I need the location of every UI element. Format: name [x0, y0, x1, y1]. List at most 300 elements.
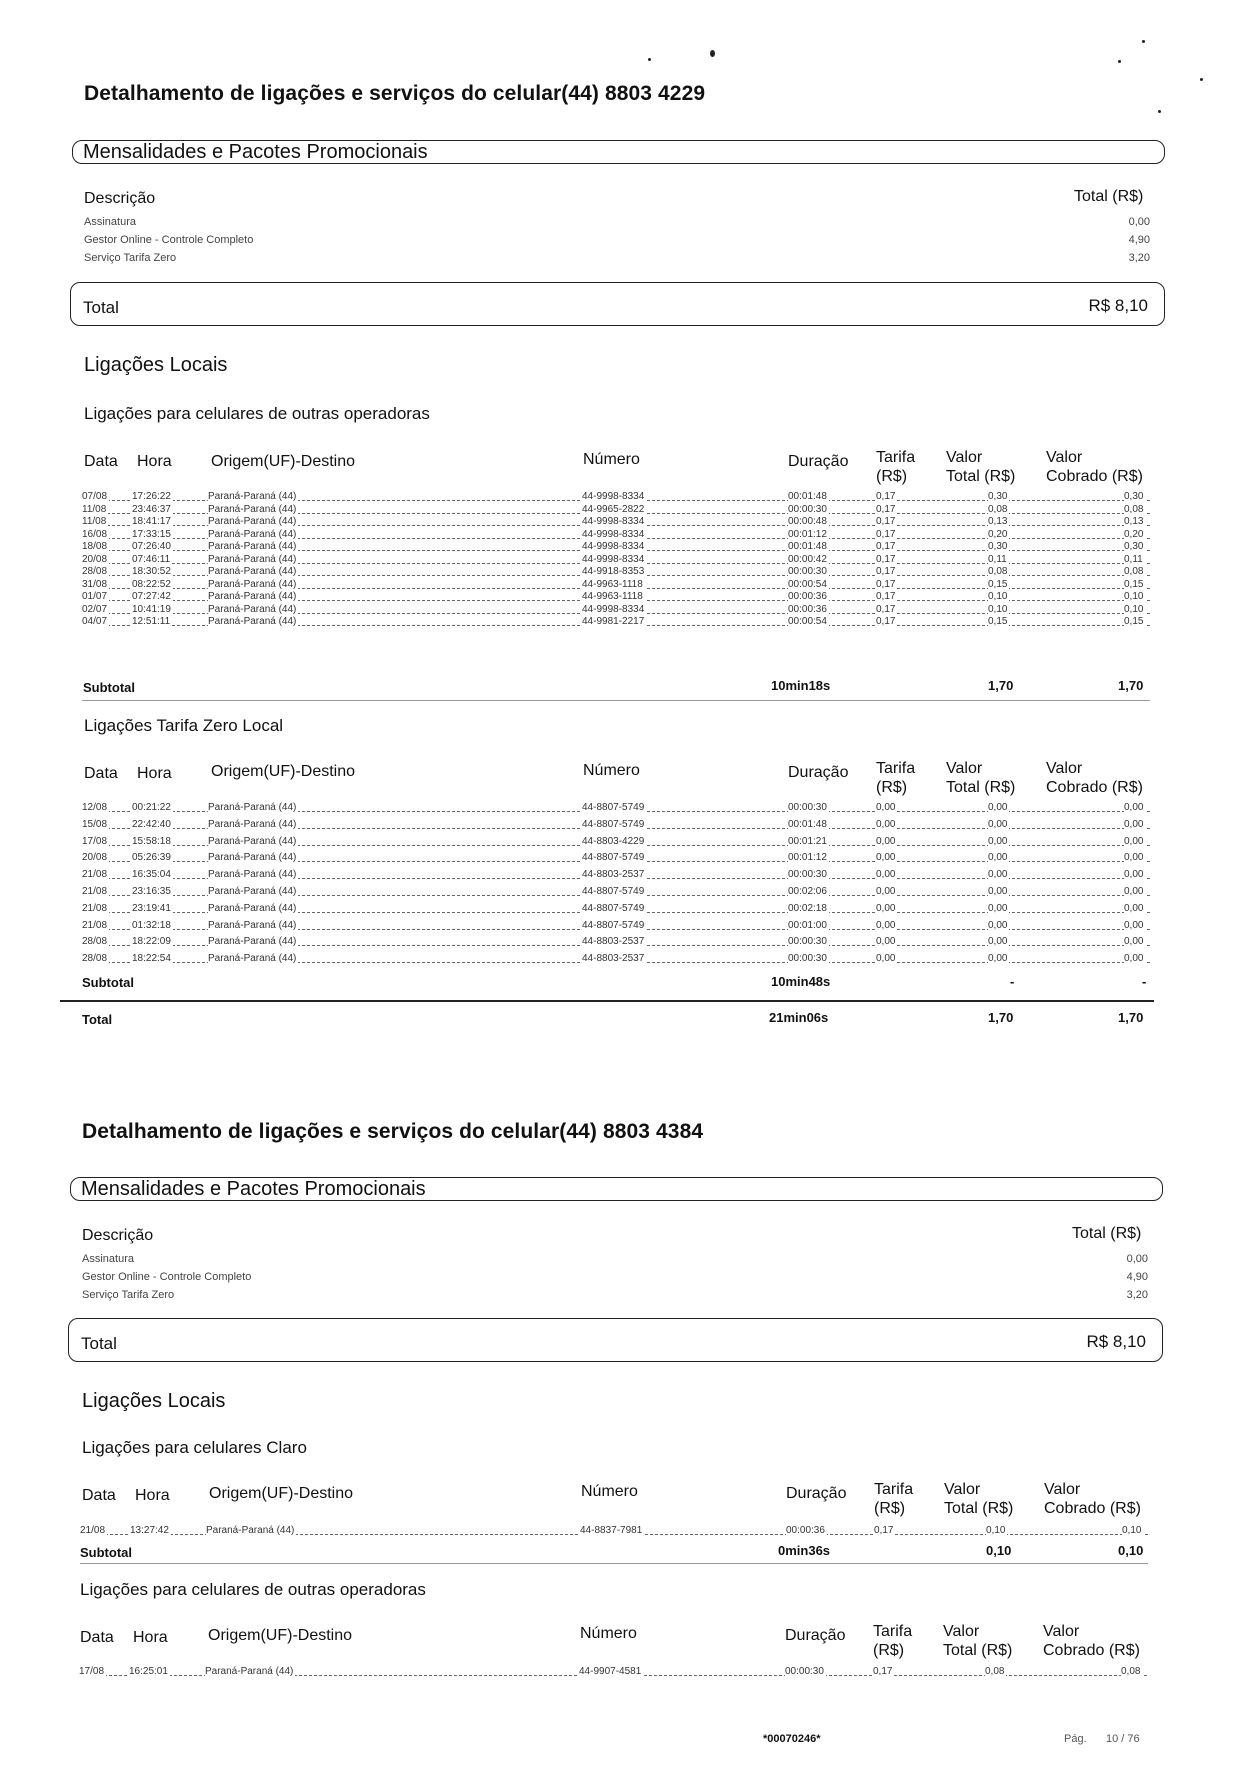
call-date: 21/08	[82, 886, 108, 897]
item-tarifa-zero: Serviço Tarifa Zero	[82, 1289, 175, 1301]
call-rate: 0,17	[876, 603, 896, 615]
call-charged: 0,00	[1124, 802, 1144, 813]
call-rate: 0,00	[876, 902, 896, 914]
table-row	[82, 920, 1150, 932]
call-date: 04/07	[82, 616, 108, 627]
call-rate: 0,00	[876, 818, 896, 830]
col-numero: Número	[581, 1483, 638, 1500]
ligacoes-locais-heading: Ligações Locais	[82, 1390, 226, 1412]
subtotal-total: 0,10	[986, 1543, 1012, 1558]
call-duration: 00:00:30	[788, 869, 827, 881]
descricao-label: Descrição	[82, 1227, 154, 1244]
call-total: 0,30	[988, 491, 1008, 502]
call-time: 01:32:18	[132, 919, 171, 931]
call-charged: 0,08	[1121, 1666, 1141, 1677]
call-total: 0,08	[988, 503, 1008, 515]
call-total: 0,00	[988, 818, 1008, 830]
col-valor-total-unit: Total (R$)	[946, 468, 1016, 485]
total-label: Total	[83, 298, 119, 317]
call-charged: 0,11	[1124, 553, 1143, 565]
call-charged: 0,00	[1124, 936, 1144, 948]
call-date: 18/08	[82, 541, 108, 552]
call-total: 0,08	[988, 566, 1008, 577]
table-row	[82, 936, 1150, 948]
call-time: 07:26:40	[132, 541, 171, 552]
call-charged: 0,00	[1124, 953, 1144, 965]
call-time: 12:51:11	[132, 616, 171, 627]
call-time: 16:25:01	[129, 1666, 168, 1677]
col-tarifa	[876, 759, 915, 797]
call-rate: 0,17	[874, 1525, 894, 1536]
table-row	[82, 604, 1150, 616]
call-rate: 0,17	[876, 591, 896, 602]
subtotal-cobrado: 0,10	[1118, 1543, 1144, 1558]
table-row	[82, 953, 1150, 965]
item-assinatura: Assinatura	[82, 1253, 134, 1265]
table-row	[82, 836, 1150, 848]
call-number: 44-9998-8334	[582, 528, 645, 540]
mensalidades-total-box	[70, 282, 1165, 326]
table-row	[79, 1666, 1147, 1678]
call-duration: 00:00:54	[788, 616, 827, 627]
call-charged: 0,15	[1124, 578, 1144, 590]
table-row	[82, 591, 1150, 603]
subtotal-cobrado: -	[1142, 974, 1147, 989]
call-time: 17:26:22	[132, 491, 171, 502]
call-charged: 0,00	[1124, 818, 1144, 830]
item-assinatura: Assinatura	[84, 216, 136, 228]
call-duration: 00:00:36	[788, 603, 827, 615]
call-duration: 00:00:30	[788, 566, 827, 577]
call-date: 20/08	[82, 852, 108, 864]
call-number: 44-8807-5749	[582, 919, 645, 931]
call-duration: 00:01:21	[788, 835, 827, 847]
subtotal-duration: 0min36s	[778, 1543, 831, 1558]
table-row	[82, 903, 1150, 915]
call-number: 44-8837-7981	[580, 1525, 643, 1536]
call-time: 18:22:54	[132, 953, 171, 965]
call-date: 17/08	[79, 1666, 105, 1677]
table-row	[82, 554, 1150, 566]
call-date: 28/08	[82, 953, 108, 965]
col-hora: Hora	[133, 1629, 168, 1646]
table-row	[82, 616, 1150, 628]
call-date: 12/08	[82, 802, 108, 813]
table-row	[82, 819, 1150, 831]
col-valor-cobrado-label: Valor	[1046, 449, 1083, 466]
scan-speck	[1142, 40, 1145, 43]
call-route: Paraná-Paraná (44)	[208, 528, 297, 540]
scan-speck	[1118, 60, 1121, 63]
call-total: 0,30	[988, 541, 1008, 552]
call-charged: 0,00	[1124, 902, 1144, 914]
group-heading: Ligações Tarifa Zero Local	[84, 716, 284, 735]
call-route: Paraná-Paraná (44)	[208, 835, 297, 847]
call-date: 28/08	[82, 936, 108, 948]
call-total: 0,00	[988, 902, 1008, 914]
call-total: 0,00	[988, 953, 1008, 965]
col-numero: Número	[583, 451, 640, 468]
call-route: Paraná-Paraná (44)	[208, 516, 297, 527]
call-charged: 0,00	[1124, 852, 1144, 864]
call-rate: 0,17	[876, 616, 896, 627]
col-valor-cobrado-label: Valor	[1043, 1623, 1080, 1640]
call-route: Paraná-Paraná (44)	[208, 566, 297, 577]
col-origem: Origem(UF)-Destino	[211, 453, 356, 470]
call-duration: 00:00:36	[786, 1525, 825, 1536]
call-number: 44-8803-2537	[582, 936, 645, 948]
call-duration: 00:01:48	[788, 818, 827, 830]
call-time: 13:27:42	[130, 1525, 169, 1536]
col-valor-total-unit: Total (R$)	[943, 1642, 1013, 1659]
subtotal-label: Subtotal	[83, 680, 135, 695]
subtotal-total: -	[1010, 974, 1015, 989]
call-time: 07:27:42	[132, 591, 171, 602]
col-tarifa-label: Tarifa	[873, 1623, 913, 1640]
col-valor-cobrado-label: Valor	[1044, 1481, 1081, 1498]
call-total: 0,00	[988, 936, 1008, 948]
col-valor-cobrado	[1043, 1622, 1140, 1660]
call-route: Paraná-Paraná (44)	[208, 616, 297, 627]
call-duration: 00:01:12	[788, 528, 827, 540]
call-charged: 0,00	[1124, 869, 1144, 881]
call-number: 44-8807-5749	[582, 902, 645, 914]
call-date: 02/07	[82, 603, 108, 615]
subtotal-label: Subtotal	[80, 1545, 132, 1560]
call-rate: 0,17	[876, 516, 896, 527]
call-total: 0,00	[988, 919, 1008, 931]
grand-total-total: 1,70	[988, 1010, 1014, 1025]
call-date: 21/08	[82, 902, 108, 914]
call-date: 11/08	[82, 516, 107, 527]
call-route: Paraná-Paraná (44)	[208, 491, 297, 502]
grand-total-label: Total	[82, 1012, 113, 1027]
col-valor-cobrado-unit: Cobrado (R$)	[1046, 779, 1143, 796]
col-valor-total	[944, 1480, 1013, 1518]
table-row	[80, 1525, 1148, 1537]
table-row	[82, 802, 1150, 814]
call-duration: 00:01:00	[788, 919, 827, 931]
table-row	[82, 541, 1150, 553]
item-gestor-value: 4,90	[1128, 234, 1150, 246]
call-charged: 0,15	[1124, 616, 1144, 627]
col-tarifa	[876, 448, 915, 486]
col-tarifa	[874, 1480, 913, 1518]
mensalidades-header: Mensalidades e Pacotes Promocionais	[70, 1177, 1163, 1201]
call-route: Paraná-Paraná (44)	[208, 936, 297, 948]
total-rs-label: Total (R$)	[1074, 188, 1144, 205]
call-total: 0,10	[986, 1525, 1006, 1536]
call-time: 05:26:39	[132, 852, 171, 864]
scan-speck	[1200, 78, 1203, 81]
call-route: Paraná-Paraná (44)	[208, 869, 297, 881]
call-rate: 0,17	[876, 528, 896, 540]
call-charged: 0,00	[1124, 886, 1144, 897]
call-rate: 0,17	[876, 541, 896, 552]
call-duration: 00:02:18	[788, 902, 827, 914]
item-gestor-value: 4,90	[1126, 1271, 1148, 1283]
call-charged: 0,10	[1122, 1525, 1142, 1536]
barcode-text: *00070246*	[763, 1733, 821, 1745]
call-rate: 0,00	[876, 936, 896, 948]
call-rate: 0,00	[876, 869, 896, 881]
call-time: 18:30:52	[132, 566, 171, 577]
call-total: 0,00	[988, 835, 1008, 847]
call-charged: 0,10	[1124, 603, 1144, 615]
call-route: Paraná-Paraná (44)	[208, 886, 297, 897]
call-total: 0,10	[988, 603, 1008, 615]
table-row	[82, 529, 1150, 541]
call-date: 07/08	[82, 491, 108, 502]
call-route: Paraná-Paraná (44)	[208, 553, 297, 565]
call-duration: 00:01:48	[788, 541, 827, 552]
col-tarifa-unit: (R$)	[874, 1500, 906, 1517]
call-number: 44-8803-4229	[582, 835, 645, 847]
call-date: 20/08	[82, 553, 108, 565]
subtotal-duration: 10min18s	[771, 678, 831, 693]
call-total: 0,00	[988, 869, 1008, 881]
col-valor-total-label: Valor	[946, 449, 983, 466]
col-valor-total-unit: Total (R$)	[946, 779, 1016, 796]
col-numero: Número	[583, 762, 640, 779]
col-valor-cobrado-unit: Cobrado (R$)	[1043, 1642, 1140, 1659]
call-total: 0,00	[988, 802, 1008, 813]
call-route: Paraná-Paraná (44)	[208, 578, 297, 590]
call-number: 44-9907-4581	[579, 1666, 642, 1677]
section-title: Detalhamento de ligações e serviços do celular(44) 8803 4384	[82, 1120, 704, 1143]
call-date: 28/08	[82, 566, 108, 577]
call-route: Paraná-Paraná (44)	[208, 603, 297, 615]
call-route: Paraná-Paraná (44)	[208, 919, 297, 931]
call-number: 44-9998-8334	[582, 491, 645, 502]
call-rate: 0,00	[876, 953, 896, 965]
scan-speck	[648, 58, 651, 61]
col-origem: Origem(UF)-Destino	[209, 1485, 354, 1502]
total-label: Total	[81, 1334, 117, 1353]
call-route: Paraná-Paraná (44)	[208, 818, 297, 830]
table-row	[82, 491, 1150, 503]
call-time: 23:16:35	[132, 886, 171, 897]
col-valor-total-unit: Total (R$)	[944, 1500, 1014, 1517]
call-total: 0,10	[988, 591, 1008, 602]
call-time: 10:41:19	[132, 603, 171, 615]
call-rate: 0,17	[876, 503, 896, 515]
col-valor-total-label: Valor	[946, 760, 983, 777]
call-total: 0,08	[985, 1666, 1005, 1677]
call-date: 16/08	[82, 528, 108, 540]
col-valor-total	[943, 1622, 1012, 1660]
col-tarifa-label: Tarifa	[876, 760, 916, 777]
item-gestor: Gestor Online - Controle Completo	[82, 1271, 252, 1283]
col-hora: Hora	[135, 1487, 170, 1504]
call-rate: 0,00	[876, 886, 896, 897]
col-data: Data	[82, 1487, 116, 1504]
subtotal-rule	[82, 700, 1150, 701]
call-charged: 0,00	[1124, 835, 1144, 847]
call-number: 44-8807-5749	[582, 886, 645, 897]
table-row	[82, 566, 1150, 578]
item-tarifa-zero-value: 3,20	[1128, 252, 1150, 264]
call-duration: 00:00:48	[788, 516, 827, 527]
col-valor-total-label: Valor	[943, 1623, 980, 1640]
scan-speck	[710, 50, 715, 57]
call-number: 44-8803-2537	[582, 953, 645, 965]
call-total: 0,20	[988, 528, 1008, 540]
call-charged: 0,30	[1124, 491, 1144, 502]
table-row	[82, 886, 1150, 898]
col-valor-cobrado	[1046, 448, 1143, 486]
item-tarifa-zero-value: 3,20	[1126, 1289, 1148, 1301]
call-rate: 0,17	[876, 578, 896, 590]
call-route: Paraná-Paraná (44)	[208, 503, 297, 515]
col-valor-cobrado	[1046, 759, 1143, 797]
col-duracao: Duração	[786, 1485, 847, 1502]
item-tarifa-zero: Serviço Tarifa Zero	[84, 252, 177, 264]
call-time: 23:19:41	[132, 902, 171, 914]
ligacoes-locais-heading: Ligações Locais	[84, 354, 228, 376]
call-time: 18:41:17	[132, 516, 171, 527]
page-number: 10 / 76	[1106, 1733, 1140, 1745]
call-route: Paraná-Paraná (44)	[208, 802, 297, 813]
table-row	[82, 516, 1150, 528]
call-time: 18:22:09	[132, 936, 171, 948]
call-number: 44-9998-8334	[582, 553, 645, 565]
call-duration: 00:00:54	[788, 578, 827, 590]
call-number: 44-9998-8334	[582, 516, 645, 527]
call-rate: 0,00	[876, 802, 896, 813]
call-number: 44-9981-2217	[582, 616, 645, 627]
call-route: Paraná-Paraná (44)	[208, 541, 297, 552]
col-tarifa-unit: (R$)	[876, 779, 908, 796]
call-number: 44-9965-2822	[582, 503, 645, 515]
call-duration: 00:00:30	[788, 936, 827, 948]
col-valor-cobrado-unit: Cobrado (R$)	[1046, 468, 1143, 485]
call-number: 44-8807-5749	[582, 852, 645, 864]
call-number: 44-9998-8334	[582, 603, 645, 615]
col-numero: Número	[580, 1625, 637, 1642]
table-row	[82, 852, 1150, 864]
call-duration: 00:00:42	[788, 553, 827, 565]
col-tarifa	[873, 1622, 912, 1660]
call-duration: 00:00:30	[788, 802, 827, 813]
call-duration: 00:00:30	[788, 503, 827, 515]
group-heading: Ligações para celulares de outras operadoras	[80, 1580, 426, 1599]
scan-speck	[1158, 110, 1161, 113]
call-charged: 0,00	[1124, 919, 1144, 931]
call-rate: 0,00	[876, 835, 896, 847]
call-time: 16:35:04	[132, 869, 171, 881]
call-date: 15/08	[82, 818, 108, 830]
call-total: 0,11	[988, 553, 1007, 565]
call-time: 00:21:22	[132, 802, 171, 813]
subtotal-duration: 10min48s	[771, 974, 831, 989]
call-rate: 0,17	[876, 491, 896, 502]
call-date: 31/08	[82, 578, 108, 590]
col-tarifa-unit: (R$)	[873, 1642, 905, 1659]
group-heading: Ligações para celulares de outras operadoras	[84, 404, 430, 423]
table-row	[82, 504, 1150, 516]
call-total: 0,15	[988, 616, 1008, 627]
item-assinatura-value: 0,00	[1126, 1253, 1148, 1265]
call-charged: 0,08	[1124, 503, 1144, 515]
call-duration: 00:01:12	[788, 852, 827, 864]
col-valor-total	[946, 448, 1015, 486]
col-valor-cobrado	[1044, 1480, 1141, 1518]
call-date: 11/08	[82, 503, 107, 515]
call-rate: 0,17	[876, 553, 896, 565]
call-total: 0,13	[988, 516, 1008, 527]
call-route: Paraná-Paraná (44)	[208, 852, 297, 864]
call-time: 17:33:15	[132, 528, 171, 540]
item-assinatura-value: 0,00	[1128, 216, 1150, 228]
mensalidades-total-box	[68, 1318, 1163, 1362]
call-route: Paraná-Paraná (44)	[206, 1525, 295, 1536]
mensalidades-header: Mensalidades e Pacotes Promocionais	[72, 140, 1165, 164]
col-tarifa-unit: (R$)	[876, 468, 908, 485]
col-valor-cobrado-label: Valor	[1046, 760, 1083, 777]
call-charged: 0,30	[1124, 541, 1144, 552]
call-date: 21/08	[80, 1525, 106, 1536]
call-number: 44-9998-8334	[582, 541, 645, 552]
total-rule	[60, 1000, 1154, 1002]
grand-total-cobrado: 1,70	[1118, 1010, 1144, 1025]
call-total: 0,00	[988, 886, 1008, 897]
col-data: Data	[84, 765, 118, 782]
col-tarifa-label: Tarifa	[874, 1481, 914, 1498]
call-rate: 0,00	[876, 852, 896, 864]
col-valor-total	[946, 759, 1015, 797]
section-title: Detalhamento de ligações e serviços do celular(44) 8803 4229	[84, 82, 706, 105]
call-charged: 0,08	[1124, 566, 1144, 577]
call-route: Paraná-Paraná (44)	[205, 1666, 294, 1677]
col-duracao: Duração	[785, 1627, 846, 1644]
subtotal-rule	[80, 1563, 1148, 1564]
call-charged: 0,20	[1124, 528, 1144, 540]
call-route: Paraná-Paraná (44)	[208, 902, 297, 914]
call-number: 44-9963-1118	[582, 591, 643, 602]
col-tarifa-label: Tarifa	[876, 449, 916, 466]
call-duration: 00:01:48	[788, 491, 827, 502]
call-time: 15:58:18	[132, 835, 171, 847]
call-charged: 0,13	[1124, 516, 1144, 527]
call-number: 44-8807-5749	[582, 802, 645, 813]
call-date: 17/08	[82, 835, 108, 847]
descricao-label: Descrição	[84, 190, 156, 207]
page-label: Pág.	[1064, 1733, 1087, 1745]
call-charged: 0,10	[1124, 591, 1144, 602]
item-gestor: Gestor Online - Controle Completo	[84, 234, 254, 246]
call-time: 23:46:37	[132, 503, 171, 515]
call-route: Paraná-Paraná (44)	[208, 591, 297, 602]
col-data: Data	[80, 1629, 114, 1646]
total-value: R$ 8,10	[1086, 1332, 1146, 1351]
total-rs-label: Total (R$)	[1072, 1225, 1142, 1242]
col-hora: Hora	[137, 765, 172, 782]
table-row	[82, 579, 1150, 591]
call-total: 0,00	[988, 852, 1008, 864]
call-rate: 0,17	[876, 566, 896, 577]
call-rate: 0,00	[876, 919, 896, 931]
col-origem: Origem(UF)-Destino	[211, 763, 356, 780]
grand-total-duration: 21min06s	[769, 1010, 829, 1025]
call-number: 44-8803-2537	[582, 869, 645, 881]
col-duracao: Duração	[788, 453, 849, 470]
col-hora: Hora	[137, 453, 172, 470]
call-duration: 00:00:30	[785, 1666, 824, 1677]
call-time: 22:42:40	[132, 818, 171, 830]
col-valor-cobrado-unit: Cobrado (R$)	[1044, 1500, 1141, 1517]
call-number: 44-9963-1118	[582, 578, 643, 590]
